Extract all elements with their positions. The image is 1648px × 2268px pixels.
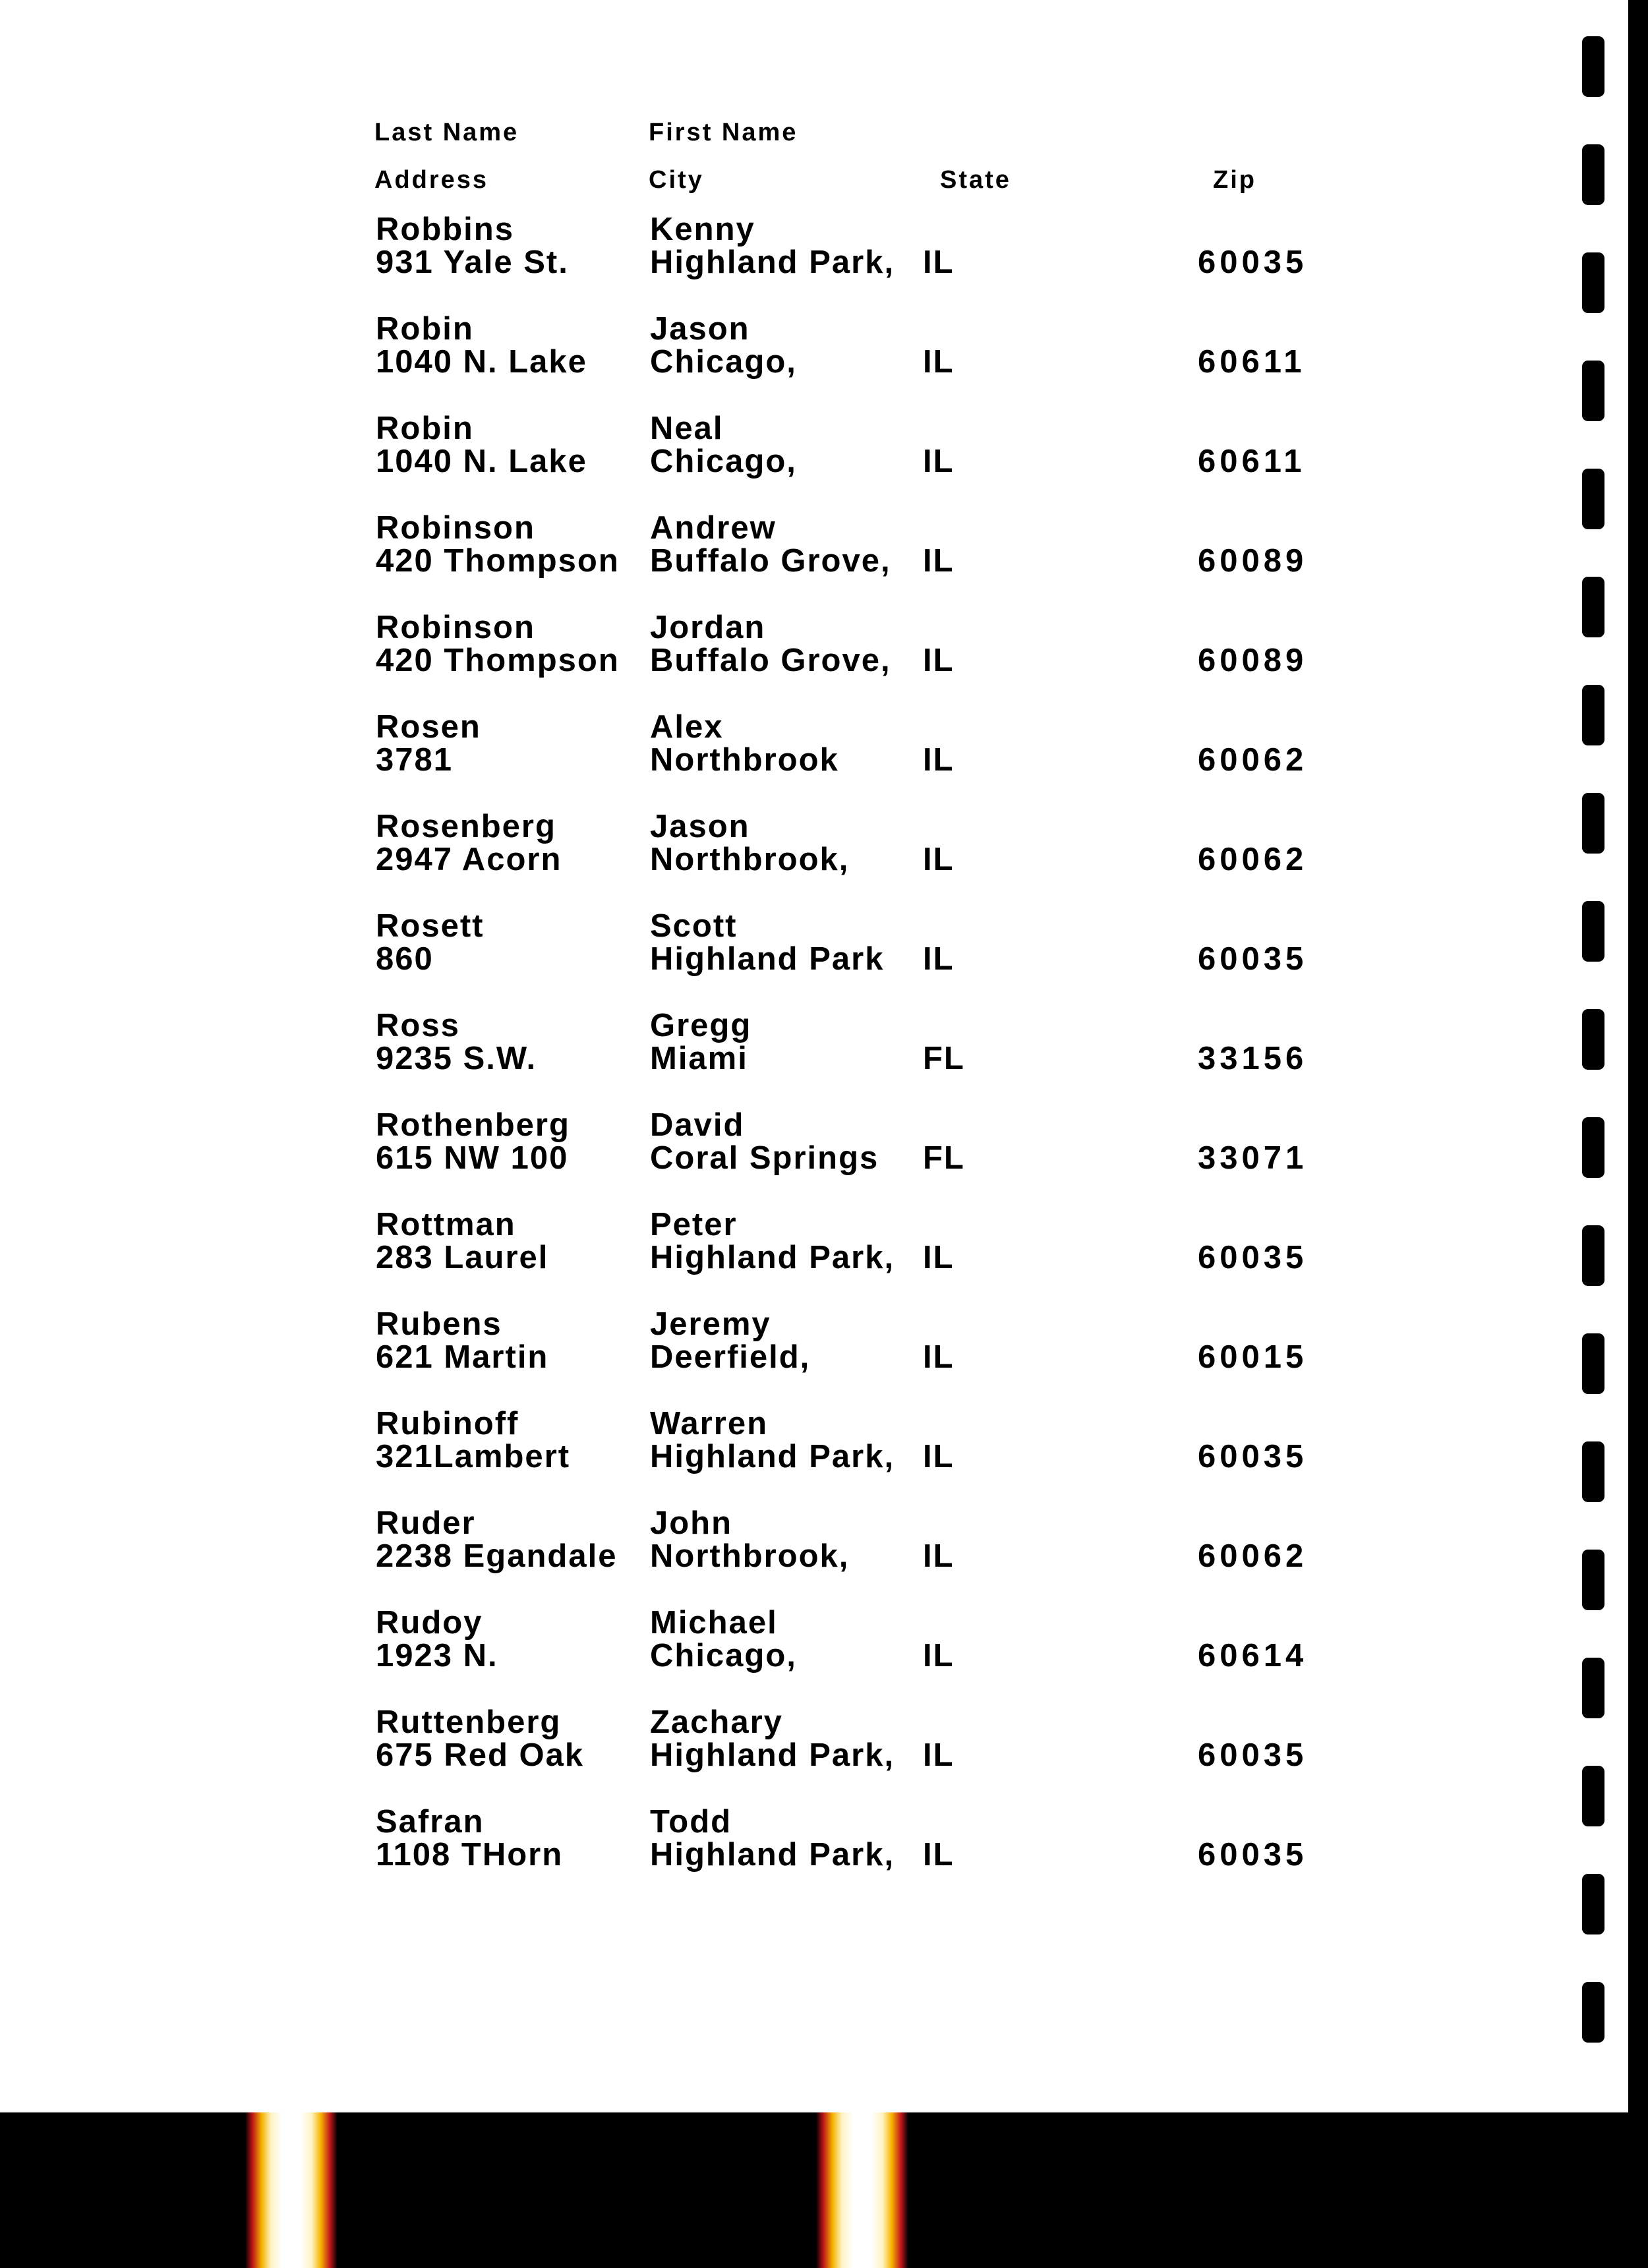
list-item (0, 811, 1582, 903)
state: IL (923, 1538, 955, 1574)
first-name: John (650, 1505, 733, 1541)
punch-hole (1582, 1333, 1604, 1394)
list-item (0, 1607, 1582, 1699)
city: Highland Park, (650, 1240, 895, 1275)
first-name: Zachary (650, 1704, 783, 1740)
last-name: Robbins (376, 212, 514, 247)
last-name: Robinson (376, 610, 535, 645)
city: Chicago, (650, 1638, 797, 1673)
first-name: Peter (650, 1207, 738, 1242)
address: 1040 N. Lake (376, 444, 587, 479)
state: IL (923, 842, 955, 877)
list-item (0, 214, 1582, 306)
address: 420 Thompson (376, 543, 620, 579)
punch-hole (1582, 1441, 1604, 1502)
state: IL (923, 1339, 955, 1375)
last-name: Robin (376, 311, 474, 347)
list-item (0, 711, 1582, 803)
state: IL (923, 543, 955, 579)
zip: 33156 (1198, 1041, 1308, 1076)
city: Miami (650, 1041, 748, 1076)
header-first-name: First Name (649, 119, 798, 146)
first-name: Scott (650, 908, 738, 944)
city: Northbrook, (650, 1538, 850, 1574)
header-state: State (940, 166, 1011, 194)
address: 3781 (376, 742, 454, 778)
list-item (0, 1507, 1582, 1600)
zip: 60614 (1198, 1638, 1308, 1673)
last-name: Robin (376, 411, 474, 446)
zip: 60035 (1198, 1737, 1308, 1773)
zip: 60611 (1198, 344, 1306, 380)
first-name: Alex (650, 709, 724, 745)
list-item (0, 512, 1582, 604)
last-name: Rudoy (376, 1605, 483, 1641)
first-name: Jeremy (650, 1306, 771, 1342)
zip: 33071 (1198, 1140, 1308, 1176)
zip: 60089 (1198, 543, 1308, 579)
last-name: Rosett (376, 908, 485, 944)
last-name: Rothenberg (376, 1107, 570, 1143)
last-name: Ruttenberg (376, 1704, 562, 1740)
zip: 60035 (1198, 1240, 1308, 1275)
state: IL (923, 444, 955, 479)
address: 1040 N. Lake (376, 344, 587, 380)
city: Highland Park, (650, 1737, 895, 1773)
list-item (0, 1408, 1582, 1500)
last-name: Robinson (376, 510, 535, 546)
list-item (0, 612, 1582, 704)
address: 420 Thompson (376, 643, 620, 678)
zip: 60062 (1198, 1538, 1308, 1574)
punch-hole (1582, 1766, 1604, 1826)
address: 615 NW 100 (376, 1140, 569, 1176)
state: IL (923, 643, 955, 678)
state: IL (923, 1737, 955, 1773)
address: 2238 Egandale (376, 1538, 618, 1574)
punch-hole (1582, 1550, 1604, 1610)
last-name: Ross (376, 1008, 460, 1043)
city: Buffalo Grove, (650, 643, 891, 678)
first-name: Andrew (650, 510, 777, 546)
state: IL (923, 1837, 955, 1873)
first-name: Jordan (650, 610, 766, 645)
last-name: Ruder (376, 1505, 476, 1541)
address: 321Lambert (376, 1439, 571, 1474)
punch-hole (1582, 1658, 1604, 1718)
last-name: Rottman (376, 1207, 516, 1242)
header-address: Address (374, 166, 489, 194)
list-item (0, 1806, 1582, 1898)
first-name: Gregg (650, 1008, 752, 1043)
punch-hole (1582, 685, 1604, 745)
city: Northbrook, (650, 842, 850, 877)
first-name: Warren (650, 1406, 769, 1441)
city: Coral Springs (650, 1140, 879, 1176)
punch-hole (1582, 361, 1604, 421)
city: Chicago, (650, 444, 797, 479)
first-name: Todd (650, 1804, 732, 1840)
city: Northbrook (650, 742, 839, 778)
city: Deerfield, (650, 1339, 811, 1375)
zip: 60035 (1198, 1837, 1308, 1873)
list-item (0, 1010, 1582, 1102)
first-name: Michael (650, 1605, 778, 1641)
header-last-name: Last Name (374, 119, 519, 146)
last-name: Rosen (376, 709, 481, 745)
address: 1923 N. (376, 1638, 498, 1673)
punch-hole (1582, 469, 1604, 529)
first-name: Kenny (650, 212, 755, 247)
address: 675 Red Oak (376, 1737, 585, 1773)
scan-glare (245, 2112, 338, 2268)
punch-hole (1582, 901, 1604, 962)
punch-hole (1582, 1117, 1604, 1178)
punch-hole (1582, 1874, 1604, 1934)
state: FL (923, 1041, 965, 1076)
address: 1108 THorn (376, 1837, 564, 1873)
header-city: City (649, 166, 704, 194)
state: IL (923, 742, 955, 778)
city: Chicago, (650, 344, 797, 380)
zip: 60035 (1198, 941, 1308, 977)
zip: 60089 (1198, 643, 1308, 678)
state: IL (923, 1439, 955, 1474)
punch-hole (1582, 252, 1604, 313)
punch-hole (1582, 36, 1604, 97)
city: Highland Park (650, 941, 885, 977)
list-item (0, 910, 1582, 1003)
state: FL (923, 1140, 965, 1176)
last-name: Rubinoff (376, 1406, 519, 1441)
address: 621 Martin (376, 1339, 549, 1375)
punch-hole (1582, 793, 1604, 854)
punch-hole (1582, 577, 1604, 637)
city: Highland Park, (650, 245, 895, 280)
state: IL (923, 941, 955, 977)
punch-hole (1582, 1009, 1604, 1070)
list-item (0, 1308, 1582, 1401)
list-item (0, 1706, 1582, 1799)
zip: 60062 (1198, 742, 1308, 778)
zip: 60015 (1198, 1339, 1308, 1375)
state: IL (923, 1240, 955, 1275)
last-name: Safran (376, 1804, 485, 1840)
header-zip: Zip (1213, 166, 1256, 194)
address: 931 Yale St. (376, 245, 569, 280)
city: Highland Park, (650, 1837, 895, 1873)
list-item (0, 1209, 1582, 1301)
last-name: Rubens (376, 1306, 502, 1342)
zip: 60035 (1198, 245, 1308, 280)
address: 283 Laurel (376, 1240, 549, 1275)
first-name: Neal (650, 411, 724, 446)
state: IL (923, 344, 955, 380)
address: 9235 S.W. (376, 1041, 537, 1076)
state: IL (923, 245, 955, 280)
first-name: Jason (650, 311, 750, 347)
state: IL (923, 1638, 955, 1673)
last-name: Rosenberg (376, 809, 556, 844)
zip: 60035 (1198, 1439, 1308, 1474)
city: Buffalo Grove, (650, 543, 891, 579)
scan-glare (816, 2112, 908, 2268)
punch-hole (1582, 144, 1604, 205)
address: 2947 Acorn (376, 842, 562, 877)
punch-hole (1582, 1982, 1604, 2043)
list-item (0, 413, 1582, 505)
city: Highland Park, (650, 1439, 895, 1474)
address: 860 (376, 941, 434, 977)
first-name: David (650, 1107, 745, 1143)
punch-hole (1582, 1225, 1604, 1286)
zip: 60062 (1198, 842, 1308, 877)
zip: 60611 (1198, 444, 1306, 479)
list-item (0, 1109, 1582, 1202)
first-name: Jason (650, 809, 750, 844)
list-item (0, 313, 1582, 405)
punch-holes (1582, 36, 1606, 2079)
